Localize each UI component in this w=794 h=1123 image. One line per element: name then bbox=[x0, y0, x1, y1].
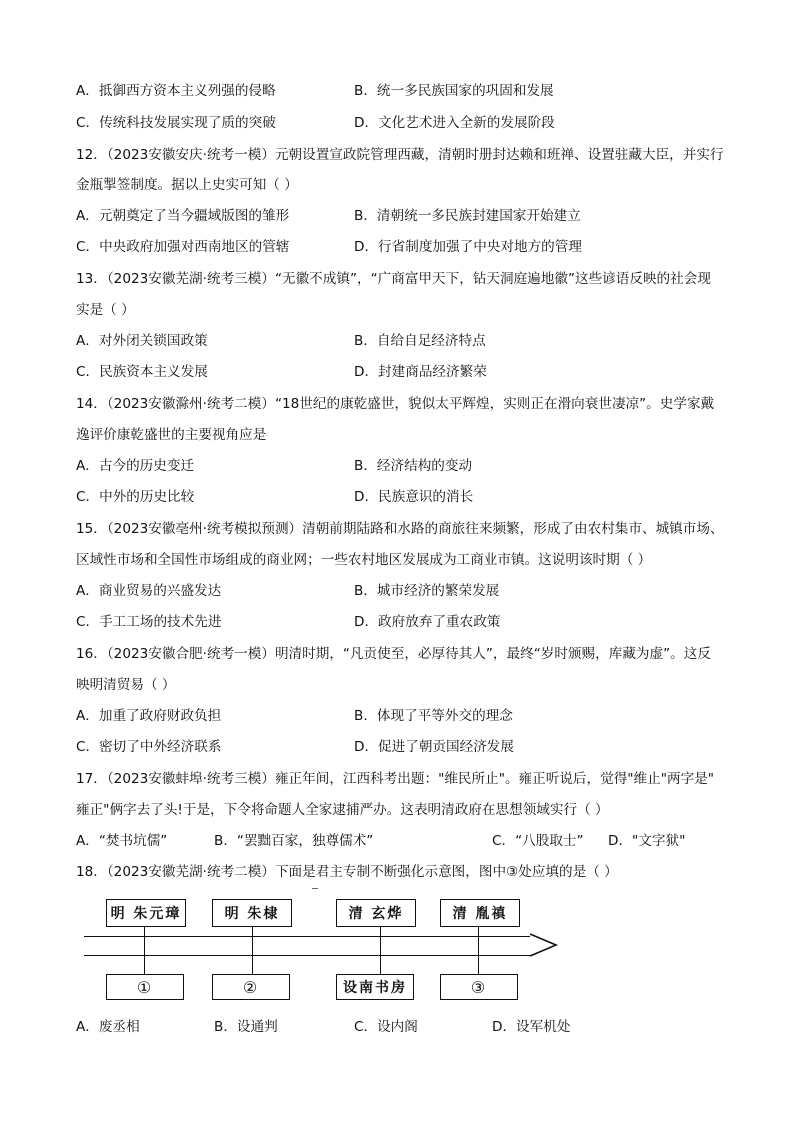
bottom-box-3: 设南书房 bbox=[336, 974, 414, 1000]
q17-stem-line1: 17．（2023安徽蚌埠·统考三模）雍正年间，江西科考出题："维民所止"。雍正听说后，觉得"维止"两字是" bbox=[76, 771, 715, 787]
q14-option-c: C．中外的历史比较 bbox=[76, 489, 195, 505]
q15-option-a: A．商业贸易的兴盛发达 bbox=[76, 583, 222, 599]
bottom-box-2: ② bbox=[212, 974, 290, 1000]
q16-stem-line1: 16．（2023安徽合肥·统考一模）明清时期，“凡贡使至，必厚待其人”，最终“岁时颁赐，库藏为虚”。这反 bbox=[76, 646, 711, 662]
q12-option-b: B．清朝统一多民族封建国家开始建立 bbox=[354, 208, 581, 224]
top-box-2: 明 朱棣 bbox=[212, 899, 292, 927]
q12-option-c: C．中央政府加强对西南地区的管辖 bbox=[76, 239, 290, 255]
q12-stem-line1: 12．（2023安徽安庆·统考一模）元朝设置宣政院管理西藏，清朝时册封达赖和班禅、设置驻藏大臣，并实行 bbox=[76, 147, 724, 163]
q16-option-b: B．体现了平等外交的理念 bbox=[354, 708, 513, 724]
bottom-box-4: ③ bbox=[440, 974, 518, 1000]
q13-option-b: B．自给自足经济特点 bbox=[354, 333, 486, 349]
autocracy-diagram bbox=[76, 888, 576, 1008]
top-box-4: 清 胤禛 bbox=[440, 899, 520, 927]
q13-option-a: A．对外闭关锁国政策 bbox=[76, 333, 208, 349]
q18-option-a: A．废丞相 bbox=[76, 1019, 140, 1035]
q12-option-a: A．元朝奠定了当今疆域版图的雏形 bbox=[76, 208, 290, 224]
q15-option-d: D．政府放弃了重农政策 bbox=[354, 614, 501, 630]
timeline-arrow-shaft bbox=[84, 936, 530, 956]
top-box-1: 明 朱元璋 bbox=[106, 899, 186, 927]
q17-option-b: B．“罢黜百家，独尊儒术” bbox=[214, 833, 374, 849]
q14-option-d: D．民族意识的消长 bbox=[354, 489, 474, 505]
q15-stem-line1: 15．（2023安徽亳州·统考模拟预测）清朝前期陆路和水路的商旅往来频繁，形成了由农村集市、城镇市场、 bbox=[76, 521, 724, 537]
q17-option-c: C．“八股取士” bbox=[492, 833, 584, 849]
q16-option-a: A．加重了政府财政负担 bbox=[76, 708, 222, 724]
q17-option-d: D．"文字狱" bbox=[608, 833, 686, 849]
q15-option-b: B．城市经济的繁荣发展 bbox=[354, 583, 500, 599]
q13-option-c: C．民族资本主义发展 bbox=[76, 364, 208, 380]
q18-stem-line1: 18．（2023安徽芜湖·统考二模）下面是君主专制不断强化示意图，图中③处应填的是（ ） bbox=[76, 864, 618, 880]
q14-stem-line1: 14．（2023安徽滁州·统考二模）“18世纪的康乾盛世，貌似太平辉煌，实则正在滑向衰世凄凉”。史学家戴 bbox=[76, 396, 715, 412]
q17-stem-line2: 雍正"俩字去了头!于是，下令将命题人全家逮捕严办。这表明清政府在思想领域实行（ ） bbox=[76, 802, 609, 818]
q16-option-c: C．密切了中外经济联系 bbox=[76, 739, 222, 755]
q14-option-a: A．古今的历史变迁 bbox=[76, 458, 195, 474]
q11-option-d: D．文化艺术进入全新的发展阶段 bbox=[354, 115, 555, 131]
q11-option-b: B．统一多民族国家的巩固和发展 bbox=[354, 83, 554, 99]
q17-option-a: A．“焚书坑儒” bbox=[76, 833, 168, 849]
q13-stem-line1: 13．（2023安徽芜湖·统考三模）“无徽不成镇”，“广商富甲天下，钻天洞庭遍地徽”这些谚语反映的社会现 bbox=[76, 271, 711, 287]
q18-option-c: C．设内阁 bbox=[354, 1019, 418, 1035]
q11-option-a: A．抵御西方资本主义列强的侵略 bbox=[76, 83, 276, 99]
q14-stem-line2: 逸评价康乾盛世的主要视角应是 bbox=[76, 427, 267, 443]
q18-option-d: D．设军机处 bbox=[492, 1019, 571, 1035]
q16-stem-line2: 映明清贸易（ ） bbox=[76, 677, 176, 693]
top-box-3: 清 玄烨 bbox=[336, 899, 416, 927]
q15-option-c: C．手工工场的技术先进 bbox=[76, 614, 222, 630]
q18-option-b: B．设通判 bbox=[214, 1019, 278, 1035]
q16-option-d: D．促进了朝贡国经济发展 bbox=[354, 739, 514, 755]
q11-option-c: C．传统科技发展实现了质的突破 bbox=[76, 115, 276, 131]
diagram-mark bbox=[312, 888, 318, 889]
arrow-head-icon bbox=[530, 931, 560, 959]
bottom-box-1: ① bbox=[106, 974, 184, 1000]
q15-stem-line2: 区域性市场和全国性市场组成的商业网；一些农村地区发展成为工商业市镇。这说明该时期（ ） bbox=[76, 552, 652, 568]
q14-option-b: B．经济结构的变动 bbox=[354, 458, 473, 474]
q12-option-d: D．行省制度加强了中央对地方的管理 bbox=[354, 239, 582, 255]
q13-stem-line2: 实是（ ） bbox=[76, 302, 135, 318]
q13-option-d: D．封建商品经济繁荣 bbox=[354, 364, 487, 380]
q12-stem-line2: 金瓶掣签制度。据以上史实可知（ ） bbox=[76, 177, 298, 193]
